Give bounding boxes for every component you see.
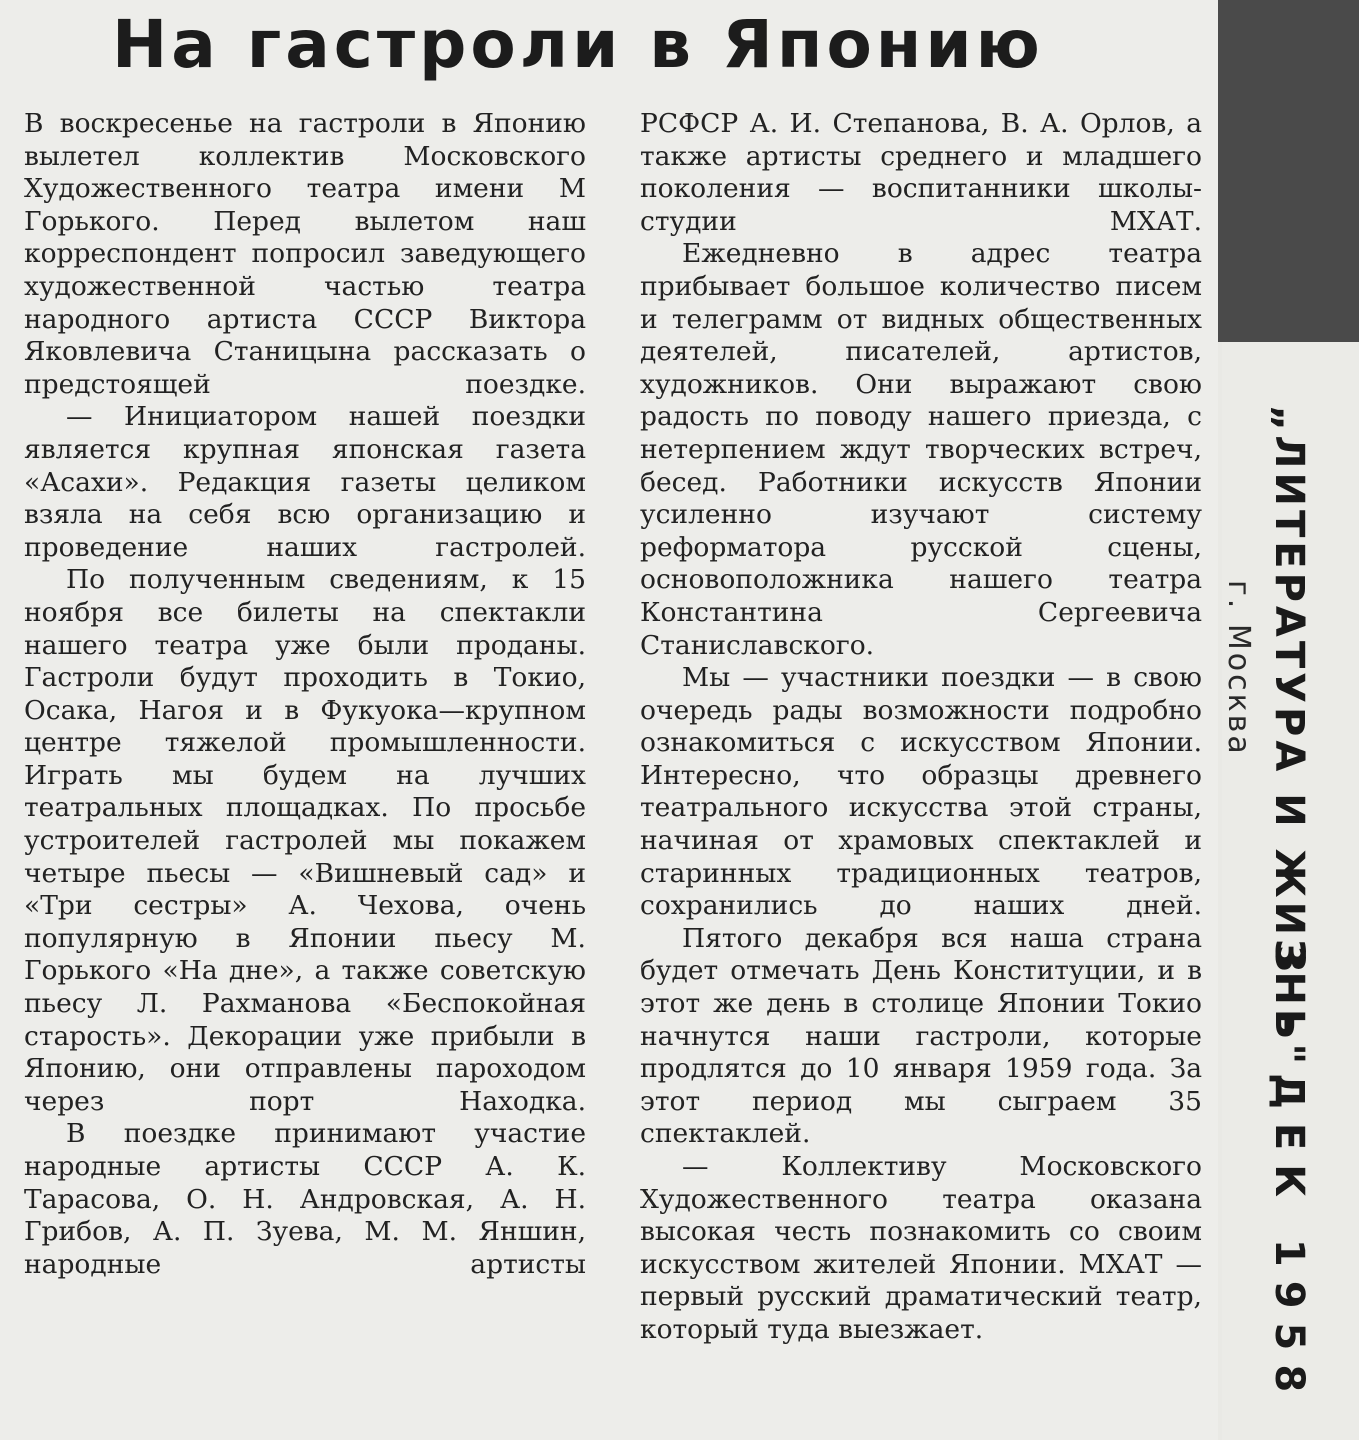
paragraph: — Коллективу Московского Художественного театра оказана высокая честь познакомить со своим искусством жителей Японии. МХАТ — первый русский драматический театр, который туда выезжает. (640, 1151, 1202, 1345)
background-corner (1215, 0, 1359, 342)
article-right-column (640, 108, 1202, 1347)
publication-city-stamp: г. Москва (1221, 580, 1256, 757)
paragraph: Пятого декабря вся наша страна будет отмечать День Конституции, и в этот же день в столице Японии Токио начнутся наши гастроли, которые продлятся до 10 января 1959 года. За этот период мы сыграем 35 спектаклей. (640, 922, 1202, 1150)
paragraph: В воскресенье на гастроли в Японию вылетел коллектив Московского Художественного театра имени М Горького. Перед вылетом наш корреспондент попросил заведующего художественной частью театра народного артиста СССР Виктора Яковлевича Станицына рассказать о предстоящей поездке. (24, 108, 586, 400)
publication-stamp: „ЛИТЕРАТУРА И ЖИЗНЬ" (1266, 405, 1312, 1069)
article-headline: На гастроли в Японию (112, 6, 1044, 83)
paragraph: Мы — участники поездки — в свою очередь рады возможности подробно ознакомиться с искусством Японии. Интересно, что образцы древнего театрального искусства этой страны, начиная от храмовых спектаклей и старинных традиционных театров, сохранились до наших дней. (640, 662, 1202, 922)
paragraph: — Инициатором нашей поездки является крупная японская газета «Асахи». Редакция газеты целиком взяла на себя всю организацию и проведение наших гастролей. (24, 401, 586, 563)
publication-date-stamp: 3 - ДЕК 1958 (1266, 945, 1312, 1407)
article-left-column (24, 108, 586, 1281)
paragraph: Ежедневно в адрес театра прибывает большое количество писем и телеграмм от видных общественных деятелей, писателей, артистов, художников. Они выражают свою радость по поводу нашего приезда, с нетерпением ждут творческих встреч, бесед. Работники искусств Японии усиленно изучают систему реформатора русской сцены, основоположника нашего театра Константина Сергеевича Станиславского. (640, 238, 1202, 661)
paragraph: По полученным сведениям, к 15 ноября все билеты на спектакли нашего театра уже были проданы. Гастроли будут проходить в Токио, Осака, Нагоя и в Фукуока—крупном центре тяжелой промышленности. Играть мы будем на лучших театральных площадках. По просьбе устроителей гастролей мы покажем четыре пьесы — «Вишневый сад» и «Три сестры» А. Чехова, очень популярную в Японии пьесу М. Горького «На дне», а также советскую пьесу Л. Рахманова «Беспокойная старость». Декорации уже прибыли в Японию, они отправлены пароходом через порт Находка. (24, 564, 586, 1117)
paragraph: В поездке принимают участие народные артисты СССР А. К. Тарасова, О. Н. Андровская, А. Н. Грибов, А. П. Зуева, М. М. Яншин, народные артисты (24, 1118, 586, 1280)
paragraph: РСФСР А. И. Степанова, В. А. Орлов, а также артисты среднего и младшего поколения — воспитанники школы-студии МХАТ. (640, 108, 1202, 237)
